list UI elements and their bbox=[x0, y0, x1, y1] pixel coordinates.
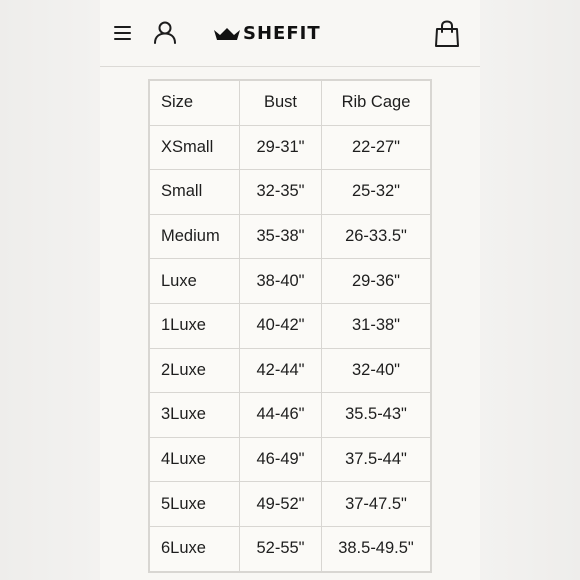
hamburger-menu-icon[interactable] bbox=[112, 23, 134, 43]
rib-cage-cell: 37-47.5" bbox=[322, 482, 432, 527]
shopping-bag-icon[interactable] bbox=[434, 20, 460, 48]
bust-cell: 35-38" bbox=[240, 214, 322, 259]
table-row bbox=[149, 437, 431, 482]
bust-cell: 40-42" bbox=[240, 303, 322, 348]
size-cell: 3Luxe bbox=[149, 393, 240, 438]
header-bust: Bust bbox=[240, 80, 322, 125]
table-row bbox=[149, 393, 431, 438]
table-row bbox=[149, 526, 431, 571]
size-cell: 2Luxe bbox=[149, 348, 240, 393]
bust-cell: 49-52" bbox=[240, 482, 322, 527]
bust-cell: 32-35" bbox=[240, 170, 322, 215]
size-cell: Small bbox=[149, 170, 240, 215]
bust-cell: 42-44" bbox=[240, 348, 322, 393]
rib-cage-cell: 32-40" bbox=[322, 348, 432, 393]
size-cell: Medium bbox=[149, 214, 240, 259]
rib-cage-cell: 37.5-44" bbox=[322, 437, 432, 482]
table-row bbox=[149, 170, 431, 215]
table-row bbox=[149, 125, 431, 170]
background-left bbox=[0, 0, 100, 580]
size-cell: 1Luxe bbox=[149, 303, 240, 348]
table-row bbox=[149, 259, 431, 304]
rib-cage-cell: 22-27" bbox=[322, 125, 432, 170]
rib-cage-cell: 31-38" bbox=[322, 303, 432, 348]
rib-cage-cell: 29-36" bbox=[322, 259, 432, 304]
site-header bbox=[100, 0, 480, 67]
size-cell: 4Luxe bbox=[149, 437, 240, 482]
bust-cell: 38-40" bbox=[240, 259, 322, 304]
header-size: Size bbox=[149, 80, 240, 125]
rib-cage-cell: 38.5-49.5" bbox=[322, 526, 432, 571]
user-icon[interactable] bbox=[152, 19, 178, 45]
background-right bbox=[480, 0, 580, 580]
rib-cage-cell: 35.5-43" bbox=[322, 393, 432, 438]
size-cell: XSmall bbox=[149, 125, 240, 170]
rib-cage-cell: 26-33.5" bbox=[322, 214, 432, 259]
bust-cell: 52-55" bbox=[240, 526, 322, 571]
size-cell: Luxe bbox=[149, 259, 240, 304]
bust-cell: 44-46" bbox=[240, 393, 322, 438]
size-cell: 6Luxe bbox=[149, 526, 240, 571]
table-row bbox=[149, 214, 431, 259]
size-cell: 5Luxe bbox=[149, 482, 240, 527]
shefit-logo[interactable] bbox=[213, 22, 321, 46]
table-header-row bbox=[149, 80, 431, 125]
bust-cell: 46-49" bbox=[240, 437, 322, 482]
header-rib-cage: Rib Cage bbox=[322, 80, 432, 125]
crown-logo-icon bbox=[213, 27, 241, 41]
page bbox=[100, 0, 480, 580]
rib-cage-cell: 25-32" bbox=[322, 170, 432, 215]
bust-cell: 29-31" bbox=[240, 125, 322, 170]
table-row bbox=[149, 303, 431, 348]
size-chart-table bbox=[148, 79, 432, 573]
table-row bbox=[149, 482, 431, 527]
table-row bbox=[149, 348, 431, 393]
logo-text: SHEFIT bbox=[243, 23, 321, 44]
